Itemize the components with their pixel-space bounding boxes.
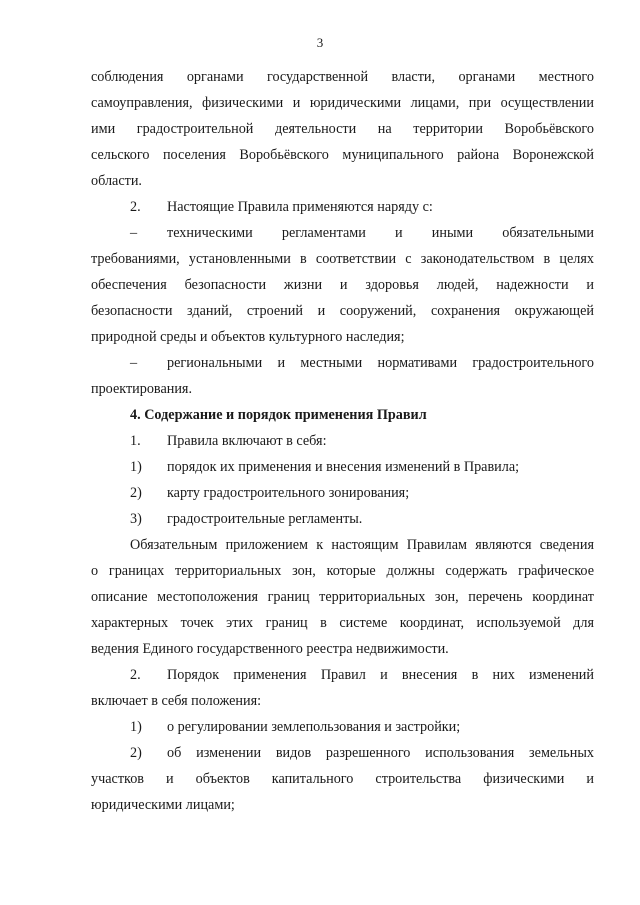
text-line: [91, 506, 594, 532]
text-line: [91, 766, 594, 792]
page-number: 3: [316, 35, 324, 50]
text-line: [91, 558, 594, 584]
line-text: техническими регламентами и иными обязательными: [167, 225, 594, 241]
text-line: [91, 454, 594, 480]
item-marker: 1): [130, 459, 142, 475]
text-line: [91, 272, 594, 298]
line-text: карту градостроительного зонирования;: [167, 485, 410, 501]
line-text: требованиями, установленными в соответствии с законодательством в целях: [91, 251, 594, 267]
line-text: Обязательным приложением к настоящим Правилам являются сведения: [130, 537, 594, 553]
item-marker: 3): [130, 511, 142, 527]
line-text: юридическими лицами;: [91, 797, 235, 813]
line-text: об изменении видов разрешенного использования земельных: [167, 745, 594, 761]
text-line: [91, 688, 594, 714]
line-text: обеспечения безопасности жизни и здоровья людей, надежности и: [91, 277, 594, 293]
section-heading: [91, 402, 594, 428]
text-line: [91, 194, 594, 220]
text-line: [91, 64, 594, 90]
text-line: [91, 662, 594, 688]
line-text: описание местоположения границ территориальных зон, перечень координат: [91, 589, 594, 605]
text-line: [91, 116, 594, 142]
text-line: [91, 350, 594, 376]
text-line: [91, 714, 594, 740]
text-line: [91, 376, 594, 402]
line-text: участков и объектов капитального строительства физическими и: [91, 771, 594, 787]
line-text: градостроительные регламенты.: [167, 511, 363, 527]
text-line: [91, 610, 594, 636]
text-line: [91, 480, 594, 506]
text-line: [91, 220, 594, 246]
text-line: [91, 584, 594, 610]
text-line: [91, 792, 594, 818]
line-text: природной среды и объектов культурного наследия;: [91, 329, 405, 345]
text-line: [91, 298, 594, 324]
line-text: сельского поселения Воробьёвского муниципального района Воронежской: [91, 147, 594, 163]
text-line: [91, 168, 594, 194]
document-body: [91, 64, 594, 818]
line-text: Настоящие Правила применяются наряду с:: [167, 199, 433, 215]
line-text: безопасности зданий, строений и сооружений, сохранения окружающей: [91, 303, 594, 319]
text-line: [91, 90, 594, 116]
line-text: 4. Содержание и порядок применения Правил: [130, 407, 427, 423]
line-text: соблюдения органами государственной власти, органами местного: [91, 69, 594, 85]
line-text: включает в себя положения:: [91, 693, 262, 709]
text-line: [91, 142, 594, 168]
item-marker: 2): [130, 745, 142, 761]
text-line: [91, 740, 594, 766]
item-marker: 2): [130, 485, 142, 501]
item-marker: –: [130, 225, 138, 241]
text-line: [91, 324, 594, 350]
line-text: ими градостроительной деятельности на территории Воробьёвского: [91, 121, 594, 137]
text-line: [91, 532, 594, 558]
line-text: о регулировании землепользования и застройки;: [167, 719, 461, 735]
item-marker: 2.: [130, 199, 141, 215]
item-marker: –: [130, 355, 138, 371]
line-text: характерных точек этих границ в системе координат, используемой для: [91, 615, 594, 631]
text-line: [91, 428, 594, 454]
line-text: о границах территориальных зон, которые должны содержать графическое: [91, 563, 594, 579]
line-text: проектирования.: [91, 381, 193, 397]
item-marker: 1.: [130, 433, 141, 449]
line-text: Порядок применения Правил и внесения в них изменений: [167, 667, 594, 683]
item-marker: 1): [130, 719, 142, 735]
line-text: самоуправления, физическими и юридическими лицами, при осуществлении: [91, 95, 594, 111]
text-line: [91, 636, 594, 662]
line-text: порядок их применения и внесения изменений в Правила;: [167, 459, 520, 475]
line-text: Правила включают в себя:: [167, 433, 327, 449]
line-text: области.: [91, 173, 142, 189]
line-text: региональными и местными нормативами градостроительного: [167, 355, 594, 371]
text-line: [91, 246, 594, 272]
line-text: ведения Единого государственного реестра недвижимости.: [91, 641, 449, 657]
item-marker: 2.: [130, 667, 141, 683]
